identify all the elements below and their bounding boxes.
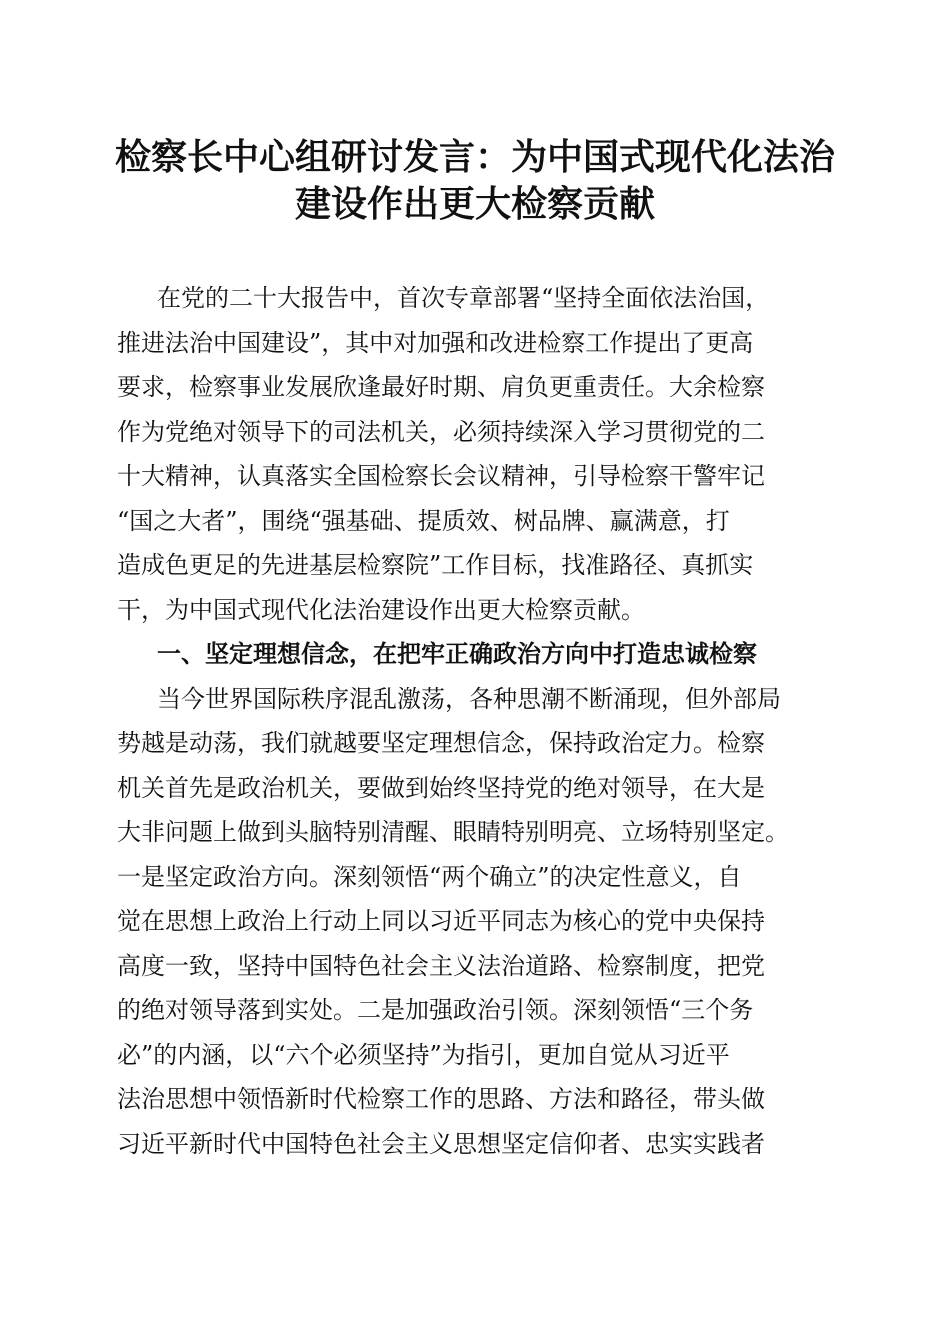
text-line: 作为党绝对领导下的司法机关，必须持续深入学习贯彻党的二 bbox=[117, 417, 765, 446]
text-line: 必”的内涵，以“六个必须坚持”为指引，更加自觉从习近平 bbox=[117, 1040, 730, 1069]
section-heading: 一、坚定理想信念，在把牢正确政治方向中打造忠诚检察 bbox=[157, 640, 757, 668]
document-body bbox=[117, 276, 837, 1166]
text-line: 干，为中国式现代化法治建设作出更大检察贡献。 bbox=[117, 595, 645, 624]
text-line: 的绝对领导落到实处。二是加强政治引领。深刻领悟“三个务 bbox=[117, 996, 754, 1024]
text-line: 大非问题上做到头脑特别清醒、眼睛特别明亮、立场特别坚定。 bbox=[117, 818, 789, 846]
text-line: 十大精神，认真落实全国检察长会议精神，引导检察干警牢记 bbox=[117, 462, 765, 490]
text-line: “国之大者”，围绕“强基础、提质效、树品牌、赢满意，打 bbox=[117, 506, 730, 535]
text-line: 法治思想中领悟新时代检察工作的思路、方法和路径，带头做 bbox=[117, 1085, 765, 1113]
title-line-1: 检察长中心组研讨发言：为中国式现代化法治 bbox=[114, 136, 835, 178]
text-line: 习近平新时代中国特色社会主义思想坚定信仰者、忠实实践者 bbox=[117, 1129, 765, 1158]
paragraph-section1 bbox=[117, 677, 837, 1167]
text-line: 一是坚定政治方向。深刻领悟“两个确立”的决定性意义，自 bbox=[117, 862, 742, 891]
text-line: 觉在思想上政治上行动上同以习近平同志为核心的党中央保持 bbox=[117, 907, 765, 935]
text-line: 推进法治中国建设”，其中对加强和改进检察工作提出了更高 bbox=[117, 328, 754, 357]
text-line: 当今世界国际秩序混乱激荡，各种思潮不断涌现，但外部局 bbox=[157, 684, 781, 713]
text-line: 在党的二十大报告中，首次专章部署“坚持全面依法治国， bbox=[157, 284, 770, 312]
paragraph-intro bbox=[117, 276, 837, 632]
text-line: 高度一致，坚持中国特色社会主义法治道路、检察制度，把党 bbox=[117, 951, 765, 980]
title-line-2: 建设作出更大检察贡献 bbox=[294, 183, 655, 225]
document-title bbox=[0, 134, 950, 228]
text-line: 势越是动荡，我们就越要坚定理想信念，保持政治定力。检察 bbox=[117, 729, 765, 757]
text-line: 要求，检察事业发展欣逢最好时期、肩负更重责任。大余检察 bbox=[117, 373, 765, 401]
text-line: 造成色更足的先进基层检察院”工作目标，找准路径、真抓实 bbox=[117, 551, 754, 579]
text-line: 机关首先是政治机关，要做到始终坚持党的绝对领导，在大是 bbox=[117, 773, 765, 802]
